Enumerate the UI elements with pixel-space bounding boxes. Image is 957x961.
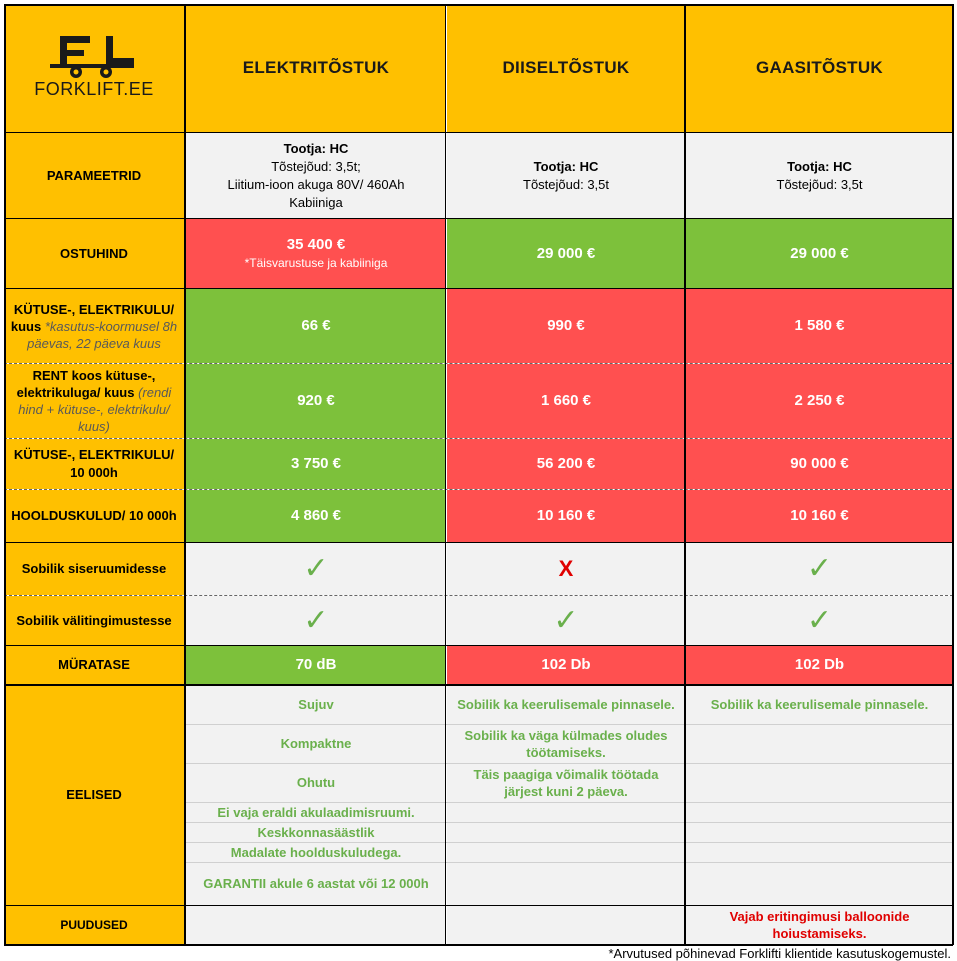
column-divider <box>184 4 186 945</box>
row-divider <box>4 542 953 543</box>
advantage-electric: Madalate hoolduskuludega. <box>230 844 402 860</box>
logo-text: FORKLIFT.EE <box>34 79 154 99</box>
maintenance-electric: 4 860 € <box>186 490 446 542</box>
fuel-10000-electric: 3 750 € <box>186 439 446 489</box>
column-divider <box>684 4 686 945</box>
row-label-outdoor: Sobilik välitingimustesse <box>4 596 184 645</box>
rent-month-label: RENT koos kütuse-, elektrikuluga/ kuus <box>16 368 156 400</box>
row-label-fuel-10000: KÜTUSE-, ELEKTRIKULU/ 10 000h <box>4 439 184 489</box>
price-electric-value: 35 400 € <box>286 235 346 253</box>
row-divider <box>4 218 953 219</box>
parameters-diesel <box>447 133 685 218</box>
table-border <box>4 4 953 6</box>
parameters-electric <box>186 133 446 218</box>
row-divider <box>4 288 953 289</box>
row-divider <box>4 132 953 133</box>
fuel-month-label-note: *kasutus-koormusel 8h päevas, 22 päeva kuus <box>27 318 178 351</box>
rent-month-label-note: (rendi hind + kütuse-, elektrikulu/ kuus) <box>18 385 172 434</box>
advantage-diesel: Sobilik ka keerulisemale pinnasele. <box>457 697 675 712</box>
outdoor-gas-check-icon: ✓ <box>686 596 953 645</box>
forklift-logo-icon <box>46 32 142 80</box>
row-divider <box>4 905 953 906</box>
advantage-electric: Kompaktne <box>280 736 352 751</box>
noise-electric: 70 dB <box>186 646 446 684</box>
column-header-gas: GAASITÕSTUK <box>686 4 953 132</box>
noise-diesel: 102 Db <box>447 646 685 684</box>
row-label-rent-month <box>4 364 184 438</box>
column-divider <box>952 4 954 945</box>
row-divider <box>4 645 953 646</box>
fuel-month-gas: 1 580 € <box>686 289 953 363</box>
parameters-gas-line: Tõstejõud: 3,5t <box>776 176 863 192</box>
price-gas: 29 000 € <box>686 219 953 288</box>
row-divider <box>4 595 953 596</box>
advantage-electric: GARANTII akule 6 aastat või 12 000h <box>203 876 429 891</box>
fuel-10000-gas: 90 000 € <box>686 439 953 489</box>
row-divider <box>4 363 953 364</box>
row-label-advantages: EELISED <box>4 685 184 905</box>
row-label-indoor: Sobilik siseruumidesse <box>4 543 184 595</box>
maintenance-diesel: 10 160 € <box>447 490 685 542</box>
row-label-noise: MÜRATASE <box>4 646 184 684</box>
fuel-month-diesel: 990 € <box>447 289 685 363</box>
parameters-diesel-line: Tõstejõud: 3,5t <box>523 176 609 192</box>
column-header-electric: ELEKTRITÕSTUK <box>186 4 446 132</box>
advantage-electric: Keskkonnasäästlik <box>257 824 375 840</box>
advantage-gas: Sobilik ka keerulisemale pinnasele. <box>710 697 929 712</box>
row-label-price: OSTUHIND <box>4 219 184 288</box>
logo-cell <box>4 4 184 132</box>
outdoor-diesel-check-icon: ✓ <box>447 596 685 645</box>
row-divider <box>4 684 953 686</box>
parameters-electric-line: Kabiiniga <box>289 194 343 210</box>
advantage-diesel: Täis paagiga võimalik töötada järjest kuni 2 päeva. <box>473 766 659 799</box>
disadvantages-diesel <box>447 906 685 944</box>
advantage-electric: Sujuv <box>298 697 334 712</box>
column-divider <box>4 4 6 945</box>
price-diesel: 29 000 € <box>447 219 685 288</box>
row-label-disadvantages: PUUDUSED <box>4 906 184 944</box>
row-label-fuel-month <box>4 289 184 363</box>
noise-gas: 102 Db <box>686 646 953 684</box>
indoor-electric-check-icon: ✓ <box>186 543 446 595</box>
row-divider <box>4 489 953 490</box>
disadvantages-gas: Vajab eritingimusi balloonide hoiustamiseks. <box>686 906 953 944</box>
fuel-month-label: KÜTUSE-, ELEKTRIKULU/ kuus <box>10 301 175 334</box>
price-electric <box>186 219 446 288</box>
advantage-electric: Ei vaja eraldi akulaadimisruumi. <box>217 804 415 820</box>
column-header-diesel: DIISELTÕSTUK <box>447 4 685 132</box>
price-electric-note: *Täisvarustuse ja kabiiniga <box>244 255 388 270</box>
outdoor-electric-check-icon: ✓ <box>186 596 446 645</box>
row-label-parameters: PARAMEETRID <box>4 133 184 218</box>
rent-month-electric: 920 € <box>186 364 446 438</box>
indoor-diesel-cross-icon: X <box>447 543 685 595</box>
footnote: *Arvutused põhinevad Forklifti klientide kasutuskogemustel. <box>608 946 951 961</box>
parameters-electric-maker: Tootja: HC <box>283 140 349 156</box>
parameters-electric-line: Liitium-ioon akuga 80V/ 460Ah <box>227 176 405 192</box>
indoor-gas-check-icon: ✓ <box>686 543 953 595</box>
disadvantages-electric <box>186 906 446 944</box>
row-label-maintenance: HOOLDUSKULUD/ 10 000h <box>4 490 184 542</box>
parameters-electric-line: Tõstejõud: 3,5t; <box>271 158 361 174</box>
maintenance-gas: 10 160 € <box>686 490 953 542</box>
fuel-month-electric: 66 € <box>186 289 446 363</box>
parameters-gas-maker: Tootja: HC <box>787 158 852 174</box>
rent-month-diesel: 1 660 € <box>447 364 685 438</box>
fuel-10000-diesel: 56 200 € <box>447 439 685 489</box>
rent-month-gas: 2 250 € <box>686 364 953 438</box>
advantage-diesel: Sobilik ka väga külmades oludes töötamiseks. <box>464 727 668 760</box>
row-divider <box>4 438 953 439</box>
advantage-electric: Ohutu <box>296 775 336 790</box>
parameters-diesel-maker: Tootja: HC <box>533 158 599 174</box>
column-divider <box>445 4 446 945</box>
parameters-gas <box>686 133 953 218</box>
